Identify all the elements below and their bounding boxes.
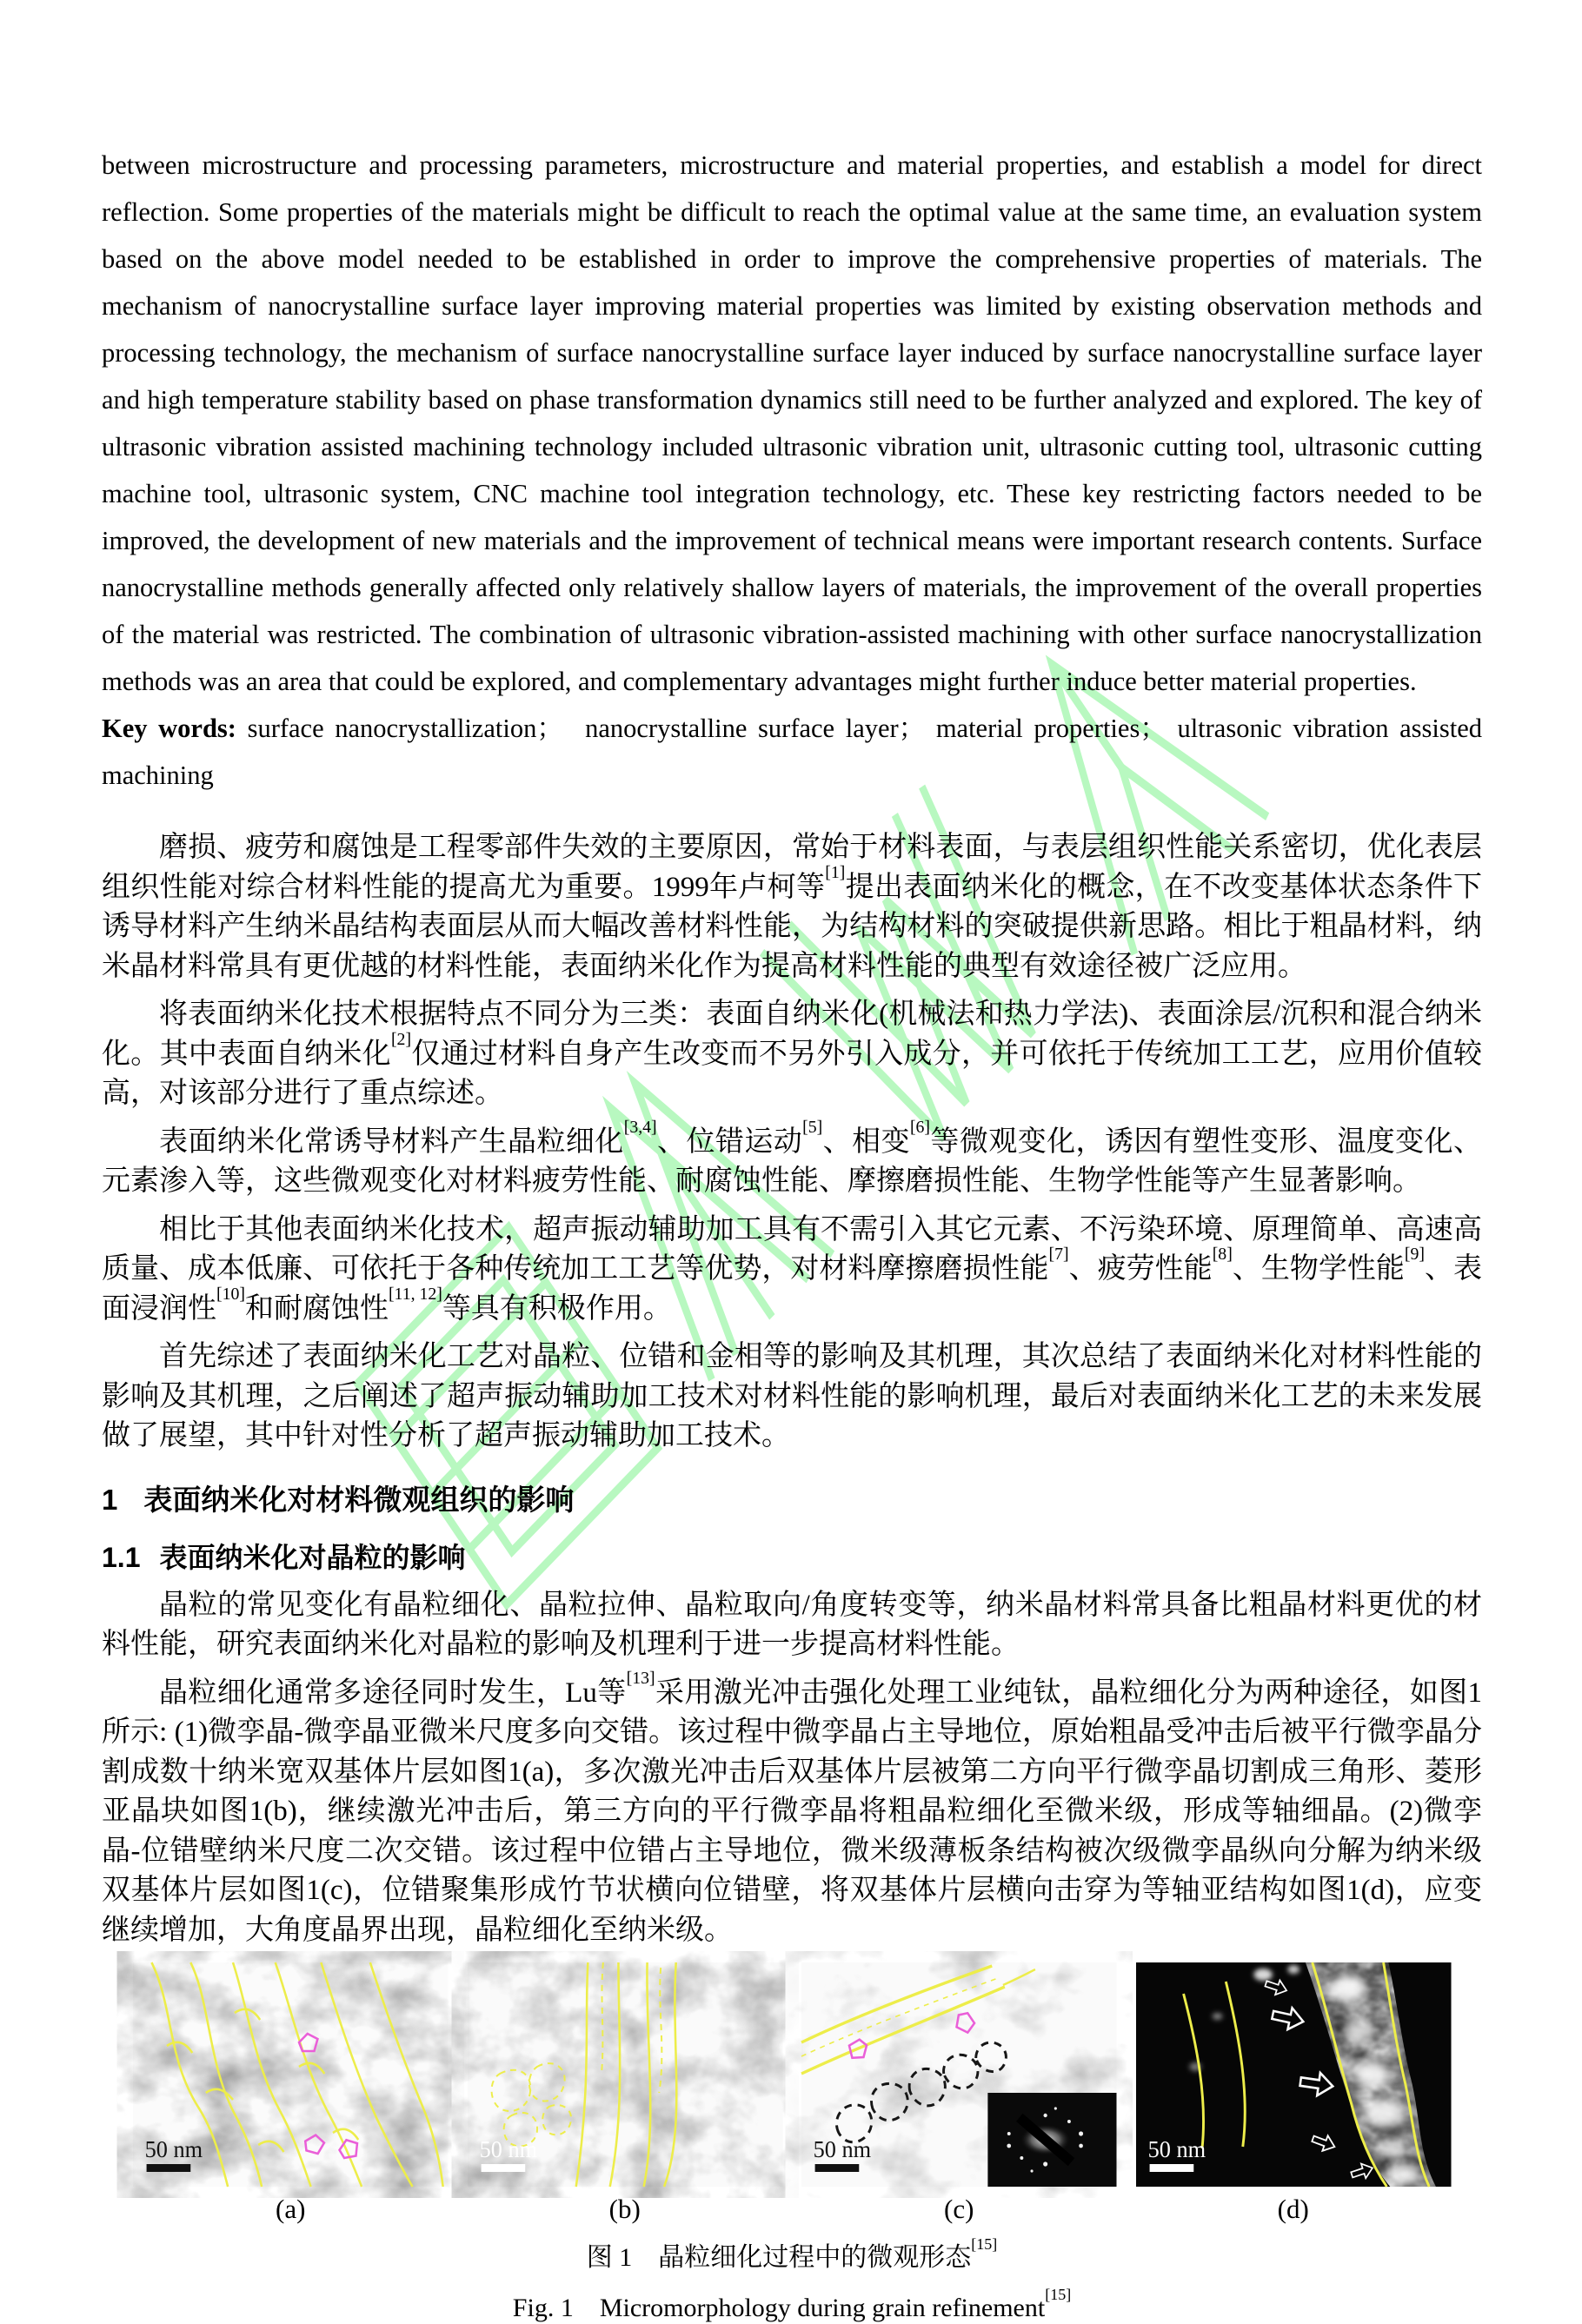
panel-label-d: (d) — [1277, 2194, 1309, 2224]
scale-bar-label: 50 nm — [1147, 2135, 1206, 2163]
tem-panel-c — [801, 1962, 1117, 2187]
keywords-line — [102, 705, 1482, 799]
section-1-1-heading — [102, 1536, 1482, 1576]
body-paragraph: 晶粒的常见变化有晶粒细化、晶粒拉伸、晶粒取向/角度转变等，纳米晶材料常具备比粗晶材料更优的材料性能，研究表面纳米化对晶粒的影响及机理利于进一步提高材料性能。 — [102, 1589, 1482, 1660]
panel-labels — [133, 2194, 1451, 2225]
tem-panel-d — [1136, 1962, 1452, 2187]
figure-1 — [102, 1962, 1482, 2324]
section-1-number: 1 — [102, 1483, 118, 1516]
introduction — [102, 828, 1482, 1457]
intro-paragraph: 表面纳米化常诱导材料产生晶粒细化[3,4]、位错运动[5]、相变[6]等微观变化，诱因有塑性变形、温度变化、元素渗入等，这些微观变化对材料疲劳性能、耐腐蚀性能、摩擦磨损性能、生物学性能等产生显著影响。 — [102, 1117, 1483, 1197]
section-1-title: 表面纳米化对材料微观组织的影响 — [143, 1483, 575, 1516]
tem-panel-b — [468, 1962, 783, 2187]
diffraction-inset — [987, 2093, 1116, 2187]
section-1-1-title: 表面纳米化对晶粒的影响 — [159, 1541, 466, 1573]
scale-bar-label: 50 nm — [144, 2135, 203, 2163]
scale-bar-label: 50 nm — [479, 2135, 537, 2163]
intro-paragraph: 磨损、疲劳和腐蚀是工程零部件失效的主要原因，常始于材料表面，与表层组织性能关系密切，优化表层组织性能对综合材料性能的提高尤为重要。1999年卢柯等[1]提出表面纳米化的概念，在不改变基体状态条件下诱导材料产生纳米晶结构表面层从而大幅改善材料性能，为结构材料的突破提供新思路。相比于粗晶材料，纳米晶材料常具有更优越的材料性能，表面纳米化作为提高材料性能的典型有效途径被广泛应用。 — [102, 832, 1483, 982]
intro-paragraph: 将表面纳米化技术根据特点不同分为三类：表面自纳米化(机械法和热力学法)、表面涂层/沉积和混合纳米化。其中表面自纳米化[2]仅通过材料自身产生改变而不另外引入成分，并可依托于传统加工工艺，应用价值较高，对该部分进行了重点综述。 — [102, 999, 1483, 1109]
tem-panel-a — [133, 1962, 449, 2187]
keywords-text: surface nanocrystallization； nanocrystalline surface layer； material properties； ultrasonic vibration assisted machining — [102, 714, 1482, 790]
body-paragraph: 晶粒细化通常多途径同时发生，Lu等[13]采用激光冲击强化处理工业纯钛，晶粒细化分为两种途径，如图1所示: (1)微孪晶-微孪晶亚微米尺度多向交错。该过程中微孪晶占主导地位，原始粗晶受冲击后被平行微孪晶分割成数十纳米宽双基体片层如图1(a)，多次激光冲击后双基体片层被第二方向平行微孪晶切割成三角形、菱形亚晶块如图1(b)，继续激光冲击后，第三方向的平行微孪晶将粗晶粒细化至微米级，形成等轴细晶。(2)微孪晶-位错壁纳米尺度二次交错。该过程中位错占主导地位，微米级薄板条结构被次级微孪晶纵向分解为纳米级双基体片层如图1(c)，位错聚集形成竹节状横向位错壁，将双基体片层横向击穿为等轴亚结构如图1(d)，应变继续增加，大角度晶界出现，晶粒细化至纳米级。 — [102, 1668, 1482, 1946]
section-1-heading — [102, 1477, 1482, 1518]
intro-paragraph: 首先综述了表面纳米化工艺对晶粒、位错和金相等的影响及其机理，其次总结了表面纳米化对材料性能的影响及其机理，之后阐述了超声振动辅助加工技术对材料性能的影响机理，最后对表面纳米化工艺的未来发展做了展望，其中针对性分析了超声振动辅助加工技术。 — [102, 1341, 1482, 1451]
section-1-1-number: 1.1 — [102, 1541, 141, 1573]
scale-bar-label: 50 nm — [813, 2135, 872, 2163]
keywords-label: Key words: — [102, 714, 236, 743]
panel-label-c: (c) — [944, 2194, 974, 2224]
panel-label-b: (b) — [608, 2194, 641, 2224]
abstract-text: between microstructure and processing parameters, microstructure and material properties, and establish a model for direct reflection. Some properties of the materials might be difficult to reach the optimal value at the same time, an evaluation system based on the above model needed to be established in order to improve the comprehensive properties of materials. The mechanism of nanocrystalline surface layer improving material properties was limited by existing observation methods and processing technology, the mechanism of surface nanocrystalline surface layer induced by surface nanocrystalline surface layer and high temperature stability based on phase transformation dynamics still need to be further analyzed and explored. The key of ultrasonic vibration assisted machining technology included ultrasonic vibration unit, ultrasonic cutting tool, ultrasonic cutting machine tool, ultrasonic system, CNC machine tool integration technology, etc. These key restricting factors needed to be improved, the development of new materials and the improvement of technical means were important research contents. Surface nanocrystalline methods generally affected only relatively shallow layers of materials, the improvement of the overall properties of the material was restricted. The combination of ultrasonic vibration-assisted machining with other surface nanocrystallization methods was an area that could be explored, and complementary advantages might further induce better material properties. — [102, 150, 1482, 696]
figure-caption-zh: 图 1 晶粒细化过程中的微观形态[15] — [586, 2234, 998, 2272]
figure-caption-en: Fig. 1 Micromorphology during grain refinement[15] — [512, 2285, 1072, 2322]
intro-paragraph: 相比于其他表面纳米化技术，超声振动辅助加工具有不需引入其它元素、不污染环境、原理简单、高速高质量、成本低廉、可依托于各种传统加工工艺等优势，对材料摩擦磨损性能[7]、疲劳性能[8]、生物学性能[9]、表面浸润性[10]和耐腐蚀性[11, 12]等具有积极作用。 — [102, 1213, 1483, 1325]
panel-label-a: (a) — [276, 2194, 306, 2224]
figure-panels — [133, 1962, 1451, 2187]
